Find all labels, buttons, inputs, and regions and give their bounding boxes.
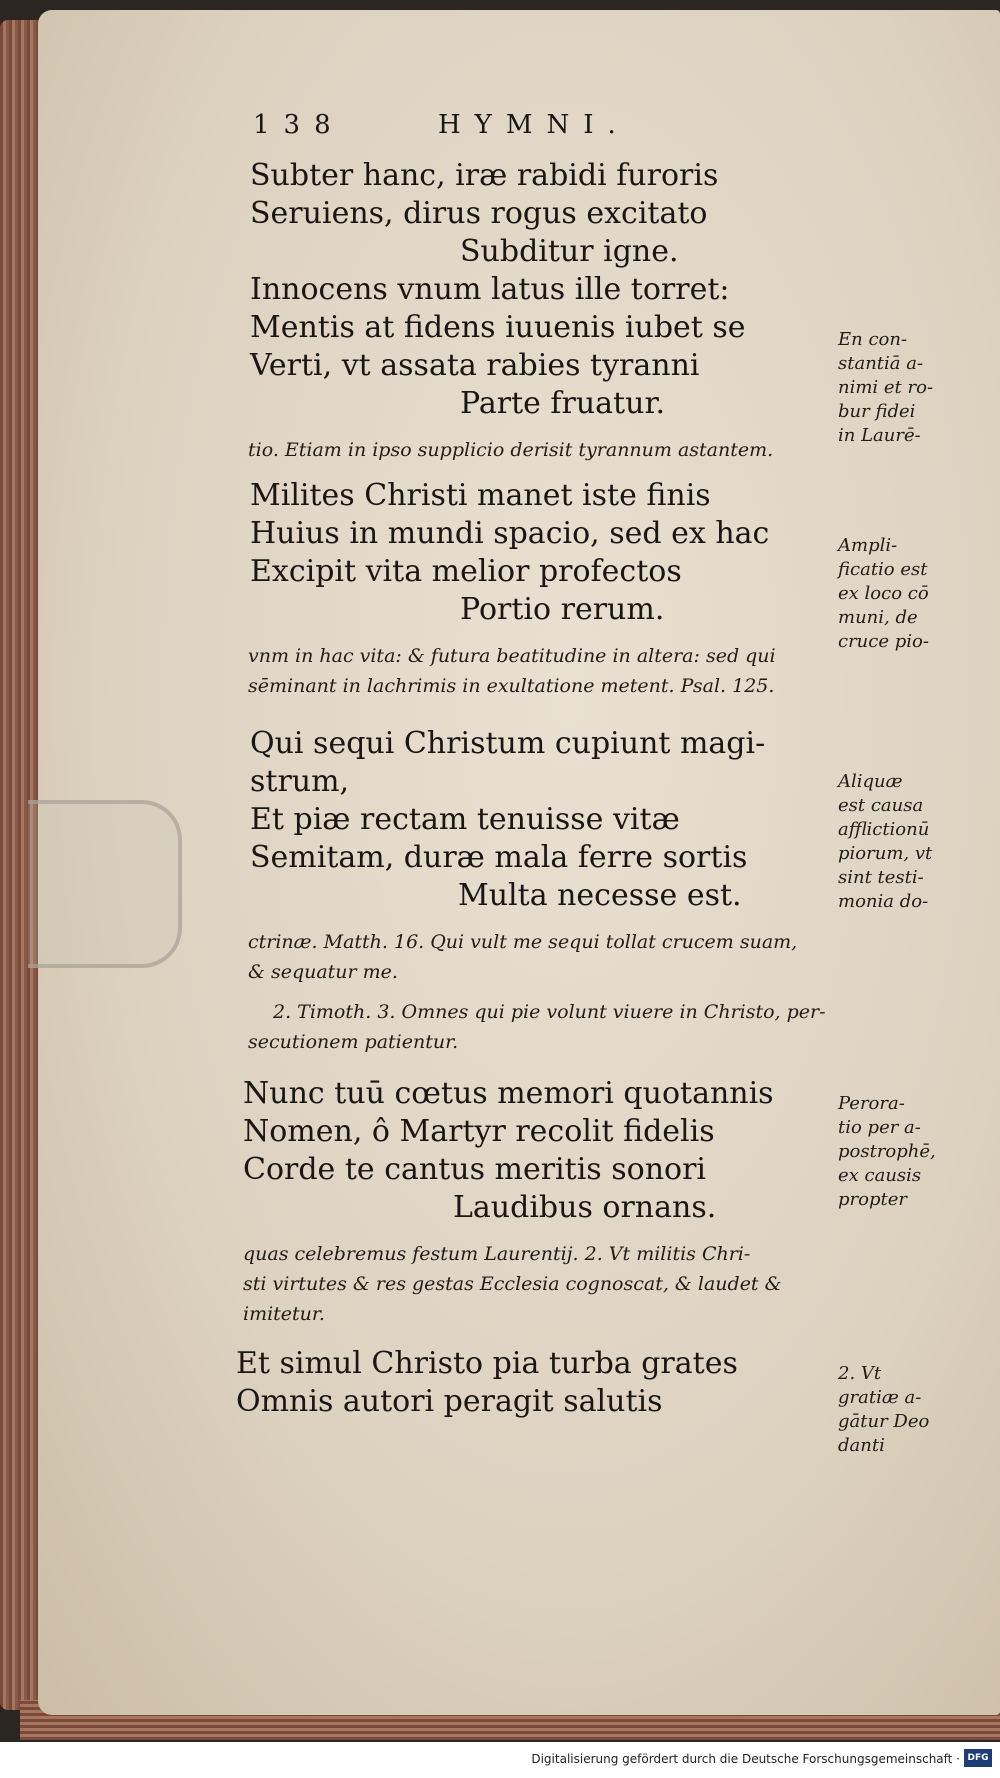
margin-gloss: sint testi-: [838, 867, 924, 888]
margin-gloss: postrophē,: [838, 1141, 936, 1162]
digitization-footer: [0, 1742, 1000, 1778]
margin-gloss: bur fidei: [838, 401, 916, 422]
funding-notice: Digitalisierung gefördert durch die Deutsche Forschungsgemeinschaft ·: [531, 1752, 960, 1766]
verse-line: Innocens vnum latus ille torret:: [250, 272, 730, 307]
margin-gloss: in Laurē-: [838, 425, 921, 446]
dfg-logo: DFG: [964, 1749, 992, 1767]
verse-line: Nunc tuū cœtus memori quotannis: [243, 1076, 774, 1111]
margin-gloss: tio per a-: [838, 1117, 921, 1138]
verse-line: Semitam, duræ mala ferre sortis: [250, 840, 748, 875]
margin-gloss: Perora-: [838, 1093, 905, 1114]
commentary-note: ctrinæ. Matth. 16. Qui vult me sequi tollat crucem suam,: [248, 931, 798, 953]
commentary-note: & sequatur me.: [248, 961, 398, 983]
margin-gloss: afflictionū: [838, 819, 930, 840]
running-title: HYMNI.: [438, 110, 630, 140]
verse-line: Huius in mundi spacio, sed ex hac: [250, 516, 770, 551]
verse-line: Qui sequi Christum cupiunt magi-: [250, 726, 766, 761]
commentary-note: secutionem patientur.: [248, 1031, 459, 1053]
page-number: 138: [253, 110, 345, 140]
margin-gloss: gratiæ a-: [838, 1387, 922, 1408]
verse-line: Subter hanc, iræ rabidi furoris: [250, 158, 719, 193]
commentary-note: imitetur.: [243, 1303, 325, 1325]
margin-gloss: stantiā a-: [838, 353, 924, 374]
margin-gloss: Aliquæ: [838, 771, 903, 792]
verse-line: Mentis at fidens iuuenis iubet se: [250, 310, 746, 345]
verse-line: strum,: [250, 764, 350, 799]
commentary-note: vnm in hac vita: & futura beatitudine in altera: sed qui: [248, 645, 776, 667]
margin-gloss: En con-: [838, 329, 908, 350]
commentary-note: tio. Etiam in ipso supplicio derisit tyrannum astantem.: [248, 439, 774, 461]
verse-line: Multa necesse est.: [458, 878, 742, 913]
page-clip: [28, 800, 182, 968]
verse-line: Subditur igne.: [460, 234, 679, 269]
commentary-note: sti virtutes & res gestas Ecclesia cognoscat, & laudet &: [243, 1273, 782, 1295]
commentary-note: quas celebremus festum Laurentij. 2. Vt militis Chri-: [243, 1243, 751, 1265]
margin-gloss: danti: [838, 1435, 885, 1456]
verse-line: Excipit vita melior profectos: [250, 554, 682, 589]
verse-line: Omnis autori peragit salutis: [236, 1384, 663, 1419]
margin-gloss: gātur Deo: [838, 1411, 930, 1432]
margin-gloss: ficatio est: [838, 559, 928, 580]
margin-gloss: piorum, vt: [838, 843, 933, 864]
book-page: [38, 10, 1000, 1715]
verse-line: Laudibus ornans.: [453, 1190, 717, 1225]
verse-line: Parte fruatur.: [460, 386, 666, 421]
verse-line: Seruiens, dirus rogus excitato: [250, 196, 708, 231]
verse-line: Milites Christi manet iste finis: [250, 478, 711, 513]
verse-line: Corde te cantus meritis sonori: [243, 1152, 707, 1187]
verse-line: Portio rerum.: [460, 592, 665, 627]
margin-gloss: muni, de: [838, 607, 918, 628]
verse-line: Et piæ rectam tenuisse vitæ: [250, 802, 680, 837]
margin-gloss: ex causis: [838, 1165, 922, 1186]
margin-gloss: 2. Vt: [838, 1363, 882, 1384]
verse-line: Verti, vt assata rabies tyranni: [250, 348, 700, 383]
margin-gloss: Ampli-: [838, 535, 898, 556]
commentary-note: sēminant in lachrimis in exultatione metent. Psal. 125.: [248, 675, 775, 697]
margin-gloss: monia do-: [838, 891, 929, 912]
verse-line: Nomen, ô Martyr recolit fidelis: [243, 1114, 715, 1149]
margin-gloss: ex loco cō: [838, 583, 929, 604]
margin-gloss: nimi et ro-: [838, 377, 934, 398]
margin-gloss: cruce pio-: [838, 631, 929, 652]
verse-line: Et simul Christo pia turba grates: [236, 1346, 738, 1381]
commentary-note: 2. Timoth. 3. Omnes qui pie volunt viuere in Christo, per-: [273, 1001, 826, 1023]
margin-gloss: propter: [838, 1189, 907, 1210]
margin-gloss: est causa: [838, 795, 924, 816]
